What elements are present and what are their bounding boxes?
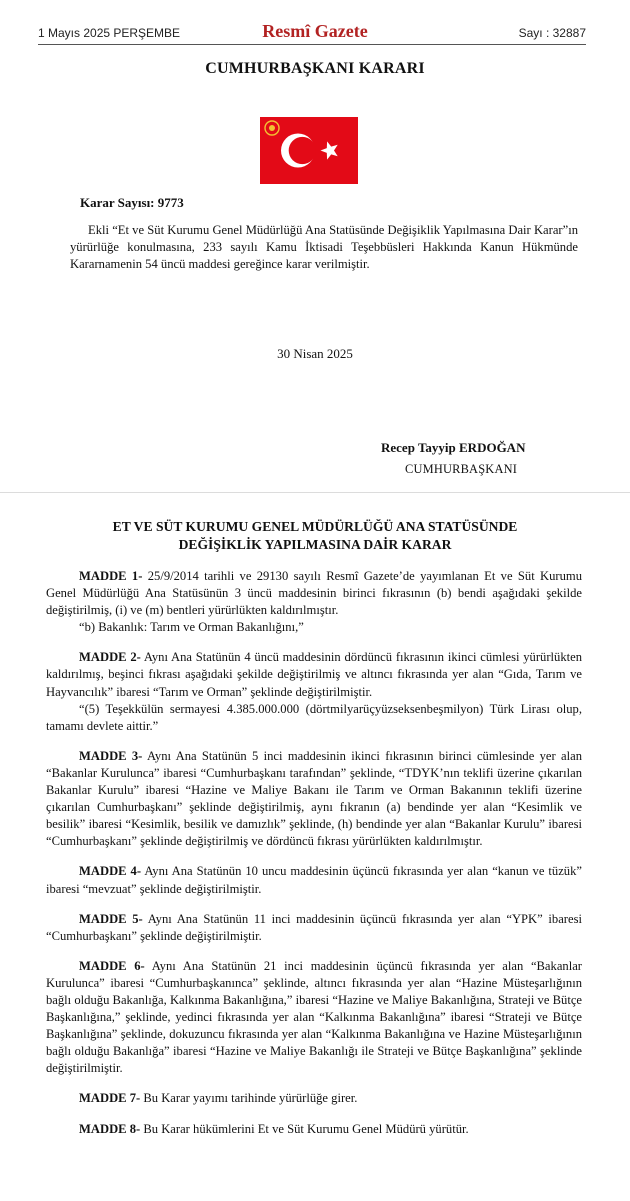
article-text: Aynı Ana Statünün 21 inci maddesinin üçüncü fıkrasında yer alan “Bakanlar Kurulunca” ibaresi “Cumhurbaşkanınca” şeklinde, altıncı fıkrasında yer alan “Hazine Müsteşarlığının bağlı olduğu Bakanlığa, Kalkınma Bakanlığına,” ibaresi “Hazine ve Maliye Bakanlığına, Strateji ve Bütçe Başkanlığına,” şeklinde, yedinci fıkrasında yer alan “Kalkınma Bakanlığına” ibaresi “Strateji ve Bütçe Başkanlığına” şeklinde, dokuzuncu fıkrasında yer alan “Kalkınma Bakanlığına ve Hazine Müsteşarlığının bağlı olduğu Bakanlığa” ibaresi “Hazine ve Maliye Bakanlığı ile Strateji ve Bütçe Başkanlığına” şeklinde değiştirilmiştir.: [46, 958, 582, 1076]
article-heading: MADDE 6-: [79, 958, 145, 973]
masthead-divider: [38, 44, 586, 45]
article-paragraph: [46, 863, 582, 897]
quoted-amendment: [46, 619, 582, 636]
article-text: Bu Karar hükümlerini Et ve Süt Kurumu Genel Müdürü yürütür.: [140, 1121, 469, 1136]
article-paragraph: [46, 911, 582, 945]
article-heading: MADDE 2-: [79, 650, 141, 665]
article-heading: MADDE 8-: [79, 1121, 141, 1136]
article-paragraph: [46, 649, 582, 700]
article-text: 25/9/2014 tarihli ve 29130 sayılı Resmî Gazete’de yayımlanan Et ve Süt Kurumu Genel Müdürlüğü Ana Statüsünün 3 üncü maddesinin birinci fıkrasının (b) bendi aşağıdaki şekilde değiştirilmiş, (i) ve (m) bentleri yürürlükten kaldırılmıştır.: [46, 569, 582, 618]
decree-date: 30 Nisan 2025: [277, 346, 353, 361]
turkish-flag-icon: [260, 117, 358, 184]
article-text: Aynı Ana Statünün 5 inci maddesinin ikinci fıkrasının birinci cümlesinde yer alan “Bakanlar Kurulunca” ibaresi “Cumhurbaşkanı tarafından” şeklinde, “TDYK’nın teklifi üzerine çıkarılan Bakanlar Kurulu” ibaresi “Hazine ve Maliye Bakanı ile Tarım ve Orman Bakanının teklifi üzerine çıkarılan Cumhurbaşkanı” şeklinde değiştirilmiş, aynı fıkranın (a) bendinde yer alan “Kesimlik ve besilik” ibaresi “Kesimlik, besilik ve damızlık” şeklinde, (h) bendinde yer alan “Bakanlar Kurulu” ibaresi “Cumhurbaşkanı” şeklinde değiştirilmiş ve dördüncü fıkrası yürürlükten kaldırılmıştır.: [46, 748, 582, 849]
article-paragraph: [46, 958, 582, 1078]
article-list: [46, 568, 582, 1138]
issue-date: 1 Mayıs 2025 PERŞEMBE: [38, 26, 181, 40]
decree-intro: Ekli “Et ve Süt Kurumu Genel Müdürlüğü Ana Statüsünde Değişiklik Yapılmasına Dair Karar”ın yürürlüğe konulmasına, 233 sayılı Kamu İktisadi Teşebbüsleri Hakkında Kanun Hükmünde Kararnamenin 54 üncü maddesi gereğince karar verilmiştir.: [70, 223, 578, 271]
article-text: “b) Bakanlık: Tarım ve Orman Bakanlığını,”: [79, 620, 304, 635]
quoted-amendment: [46, 701, 582, 735]
decree-page: [0, 0, 630, 492]
article-text: Aynı Ana Statünün 11 inci maddesinin üçüncü fıkrasında yer alan “YPK” ibaresi “Cumhurbaşkanı” şeklinde değiştirilmiştir.: [46, 911, 582, 943]
article-text: Bu Karar yayımı tarihinde yürürlüğe girer.: [140, 1091, 358, 1106]
article-text: “(5) Teşekkülün sermayesi 4.385.000.000 (dörtmilyarüçyüzseksenbeşmilyon) Türk Lirası olup, tamamı devlete aittir.”: [46, 701, 582, 733]
article-heading: MADDE 3-: [79, 748, 143, 763]
annex-title-line-2: DEĞİŞİKLİK YAPILMASINA DAİR KARAR: [178, 537, 452, 552]
gazette-masthead: [0, 0, 630, 46]
article-heading: MADDE 1-: [79, 569, 143, 583]
article-paragraph: [46, 748, 582, 851]
article-paragraph: [46, 1090, 582, 1107]
article-paragraph: [46, 1121, 582, 1138]
article-text: Aynı Ana Statünün 10 uncu maddesinin üçüncü fıkrasında yer alan “kanun ve tüzük” ibaresi “mevzuat” şeklinde değiştirilmiştir.: [46, 864, 582, 896]
article-heading: MADDE 7-: [79, 1091, 141, 1106]
decree-heading: CUMHURBAŞKANI KARARI: [205, 60, 425, 77]
decree-number: Karar Sayısı: 9773: [80, 195, 184, 210]
gazette-title: Resmî Gazete: [262, 21, 368, 41]
annex-title-line-1: ET VE SÜT KURUMU GENEL MÜDÜRLÜĞÜ ANA STATÜSÜNDE: [112, 519, 518, 534]
article-paragraph: [46, 568, 582, 619]
article-text: Aynı Ana Statünün 4 üncü maddesinin dördüncü fıkrasının ikinci cümlesi yürürlükten kaldırılmış, beşinci fıkrası aşağıdaki şekilde değiştirilmiş ve altıncı fıkrasında yer alan “Gıda, Tarım ve Hayvancılık” ibaresi “Tarım ve Orman” şeklinde değiştirilmiştir.: [46, 650, 583, 699]
annex-title: [0, 518, 630, 554]
article-heading: MADDE 4-: [79, 864, 142, 879]
article-heading: MADDE 5-: [79, 911, 143, 926]
signatory-name: Recep Tayyip ERDOĞAN: [381, 440, 526, 455]
signatory-title: CUMHURBAŞKANI: [405, 462, 518, 476]
issue-number: Sayı : 32887: [518, 26, 586, 40]
